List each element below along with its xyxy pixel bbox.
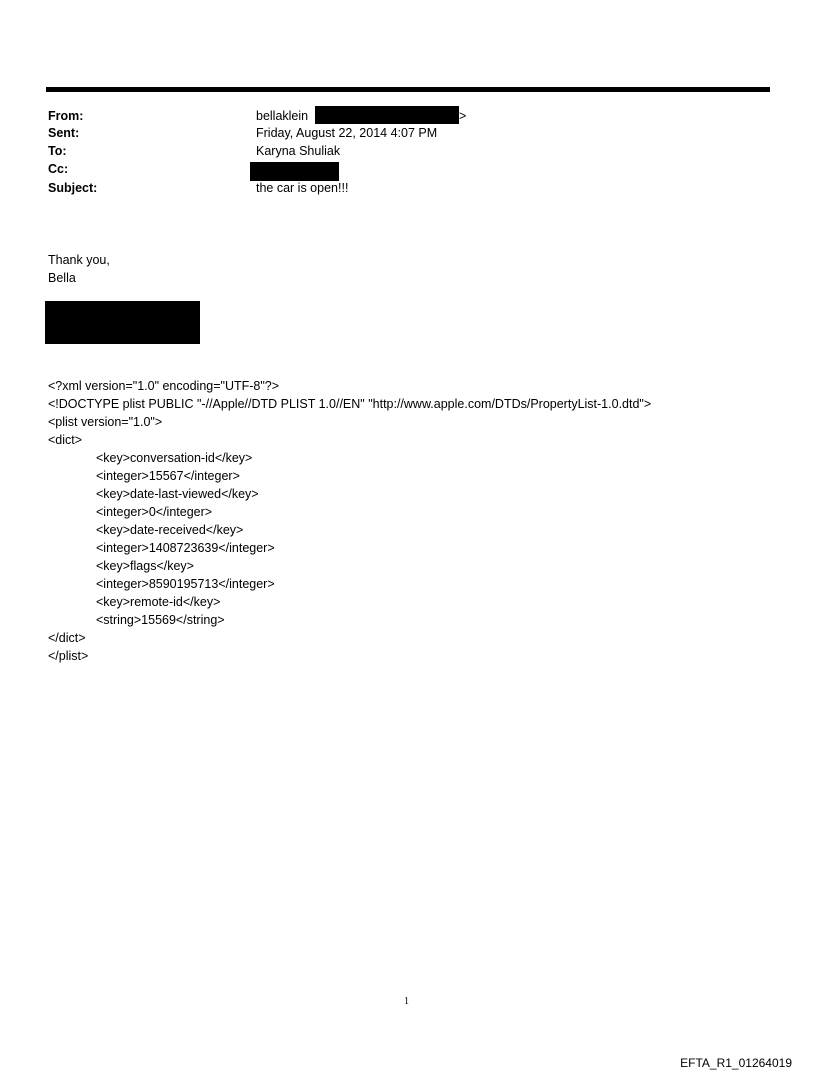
body-line-signature: Bella (48, 271, 76, 285)
plist-line: <plist version="1.0"> (48, 415, 163, 429)
plist-line: <key>conversation-id</key> (96, 451, 253, 465)
sent-value: Friday, August 22, 2014 4:07 PM (256, 126, 438, 140)
page-number: 1 (404, 996, 409, 1007)
from-label: From: (48, 109, 84, 123)
plist-line: </dict> (48, 631, 86, 645)
plist-line: </plist> (48, 649, 89, 663)
plist-line: <key>remote-id</key> (96, 595, 221, 609)
plist-line: <integer>8590195713</integer> (96, 577, 275, 591)
subject-value: the car is open!!! (256, 181, 349, 195)
plist-line: <integer>15567</integer> (96, 469, 240, 483)
plist-line: <string>15569</string> (96, 613, 225, 627)
plist-line: <?xml version="1.0" encoding="UTF-8"?> (48, 379, 280, 393)
from-value (256, 108, 308, 125)
redacted-cc (250, 162, 339, 181)
from-suffix: > (459, 109, 467, 123)
sent-label: Sent: (48, 126, 80, 140)
from-name: bellaklein (256, 109, 309, 123)
plist-line: <integer>1408723639</integer> (96, 541, 275, 555)
to-label: To: (48, 144, 67, 158)
header-rule (46, 87, 770, 92)
body-line-thanks: Thank you, (48, 253, 110, 267)
plist-line: <integer>0</integer> (96, 505, 213, 519)
plist-line: <key>date-received</key> (96, 523, 244, 537)
redacted-from-email (315, 106, 459, 124)
plist-line: <key>date-last-viewed</key> (96, 487, 259, 501)
subject-label: Subject: (48, 181, 98, 195)
redacted-signature-block (45, 301, 200, 344)
cc-label: Cc: (48, 162, 69, 176)
plist-line: <dict> (48, 433, 83, 447)
to-value: Karyna Shuliak (256, 144, 341, 158)
plist-line: <key>flags</key> (96, 559, 194, 573)
document-id: EFTA_R1_01264019 (680, 1056, 792, 1070)
plist-line: <!DOCTYPE plist PUBLIC "-//Apple//DTD PLIST 1.0//EN" "http://www.apple.com/DTDs/PropertyList-1.0.dtd"> (48, 397, 652, 411)
